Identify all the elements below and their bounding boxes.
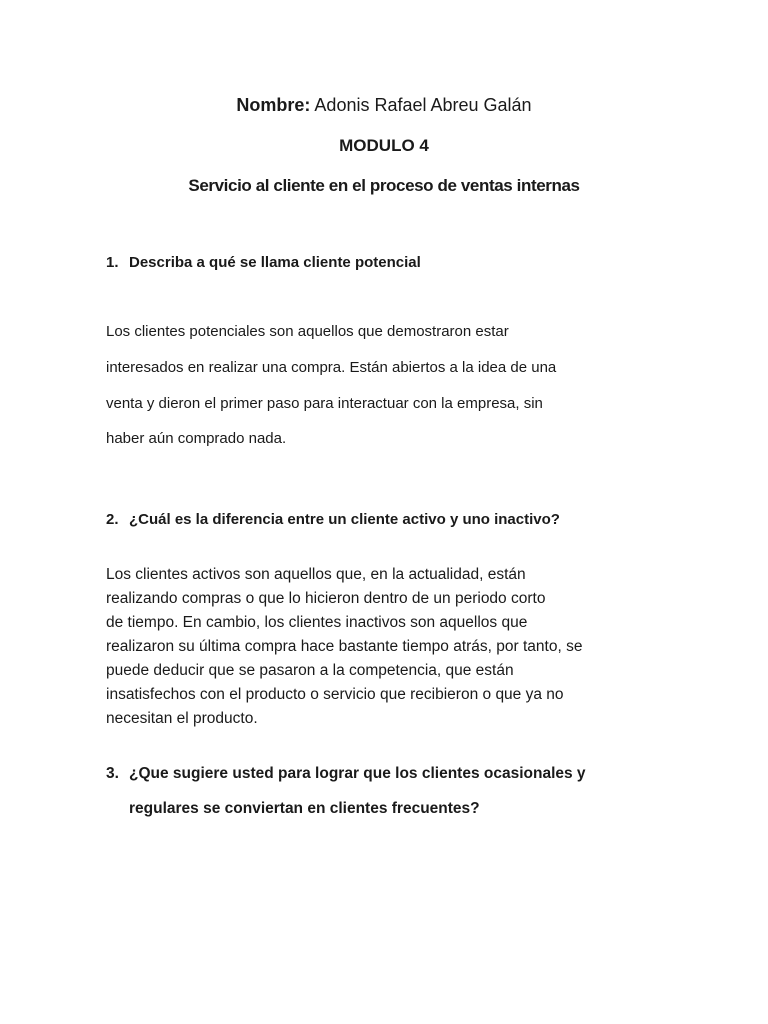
answer-2 [106,563,666,731]
question-1-text: Describa a qué se llama cliente potencial [129,254,421,271]
module-title: MODULO 4 [339,136,429,155]
question-2 [106,509,560,531]
question-3 [106,763,586,785]
question-3-number: 3. [106,765,119,782]
answer-1-line: Los clientes potenciales son aquellos que demostraron estar [106,323,509,340]
question-2-number: 2. [106,511,119,528]
question-1 [106,252,421,274]
answer-1-line: haber aún comprado nada. [106,430,287,447]
answer-2-line: de tiempo. En cambio, los clientes inactivos son aquellos que [106,614,528,631]
answer-2-line: necesitan el producto. [106,710,258,727]
answer-2-line: Los clientes activos son aquellos que, en la actualidad, están [106,566,526,583]
question-3-continuation: regulares se conviertan en clientes frecuentes? [129,800,480,817]
name-label: Nombre: [236,95,311,115]
question-3-text: ¿Que sugiere usted para lograr que los clientes ocasionales y [129,765,586,782]
answer-1-line: venta y dieron el primer paso para interactuar con la empresa, sin [106,395,543,412]
student-name [0,92,768,118]
answer-2-line: puede deducir que se pasaron a la competencia, que están [106,662,514,679]
question-2-text: ¿Cuál es la diferencia entre un cliente activo y uno inactivo? [129,511,560,528]
document-subtitle: Servicio al cliente en el proceso de ventas internas [188,176,580,195]
question-1-number: 1. [106,254,119,271]
answer-2-line: insatisfechos con el producto o servicio que recibieron o que ya no [106,686,564,703]
answer-2-line: realizaron su última compra hace bastante tiempo atrás, por tanto, se [106,638,583,655]
name-value: Adonis Rafael Abreu Galán [310,95,532,115]
answer-2-line: realizando compras o que lo hicieron dentro de un periodo corto [106,590,546,607]
answer-1-line: interesados en realizar una compra. Están abiertos a la idea de una [106,359,557,376]
